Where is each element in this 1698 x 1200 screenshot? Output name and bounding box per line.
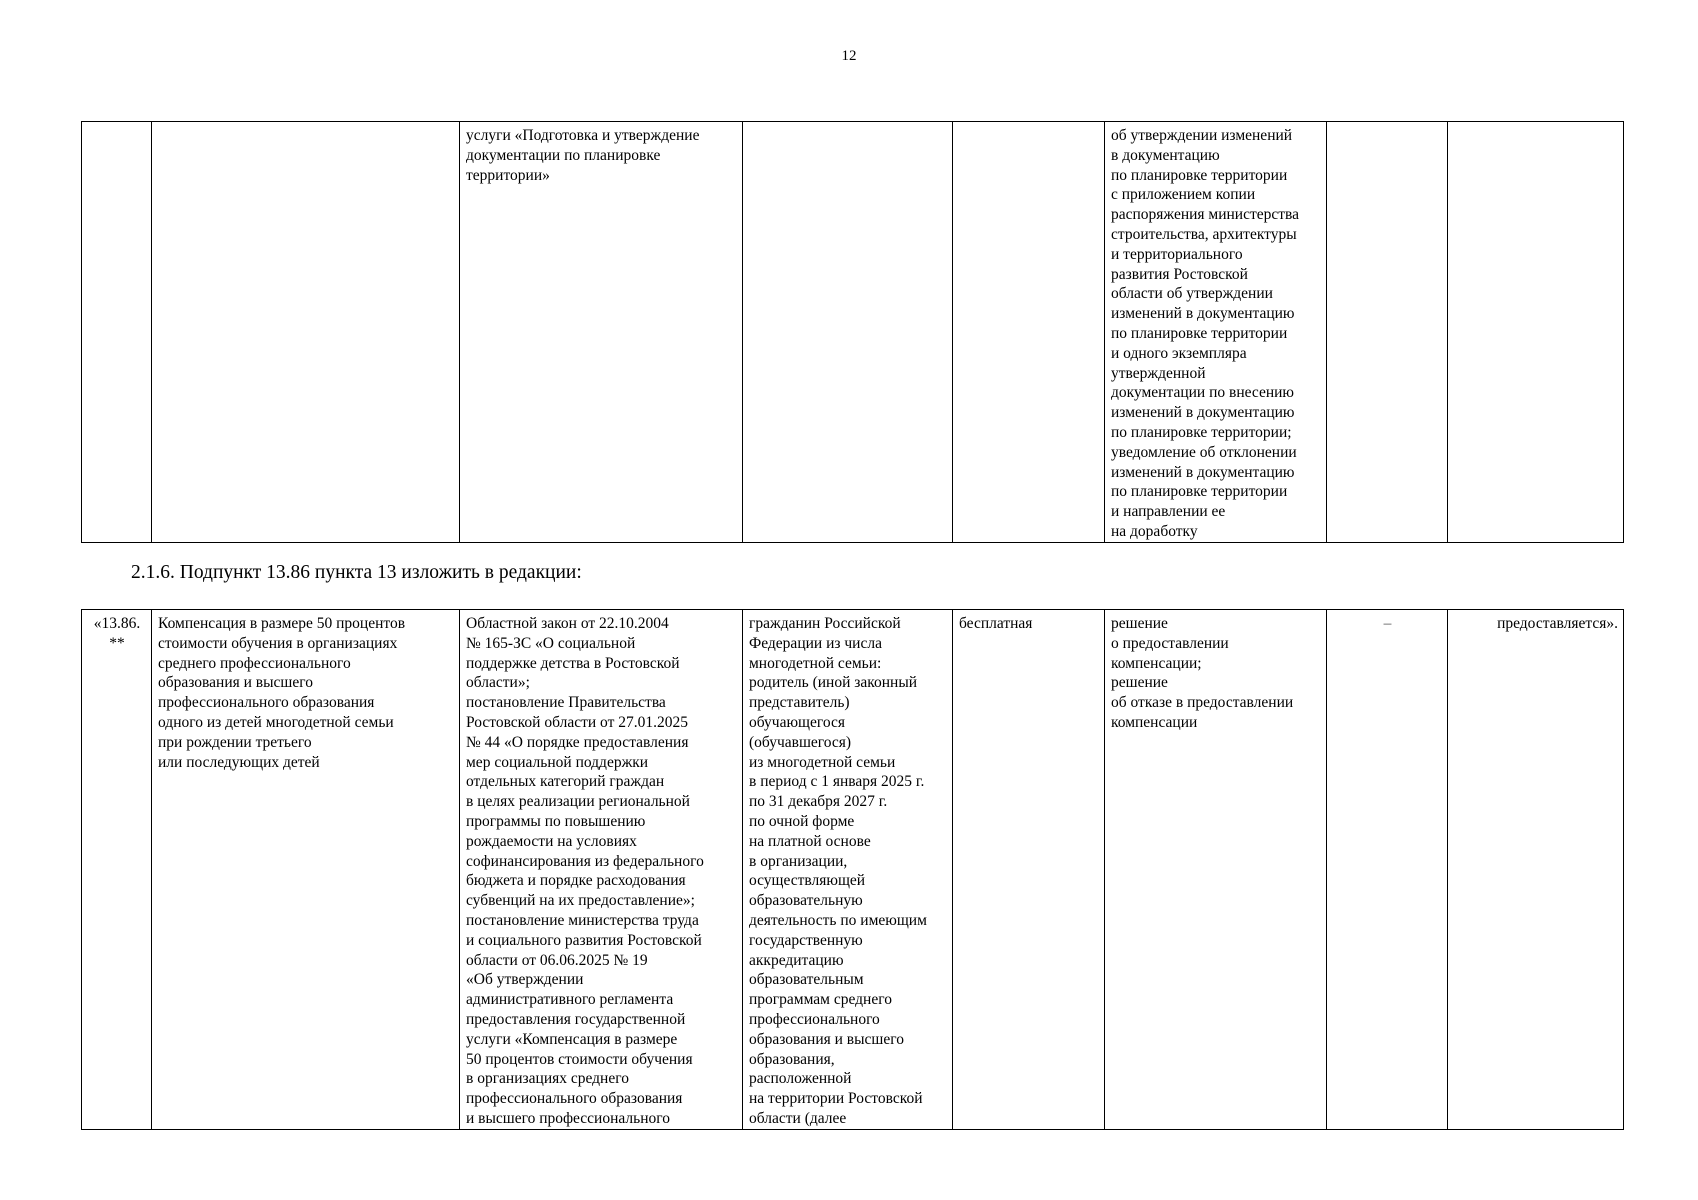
page-number: 12 (841, 48, 857, 64)
cell-result: об утверждении изменений в документацию по планировке территории с приложением копии распоряжения министерства строительства, архитектуры и территориального развития Ростовской области об утверждении изменений в документацию по планировке территории и одного экземпляра утвержденной документации по внесению изменений в документацию по планировке территории; уведомление об отклонении изменений в документацию по планировке территории и направлении ее на доработку (1105, 122, 1327, 543)
cell-service-name: Компенсация в размере 50 процентов стоимости обучения в организациях среднего профессионального образования и высшего профессионального образования одного из детей многодетной семьи при рождении третьего или последующих детей (152, 610, 460, 1130)
table-item-13-86 (81, 609, 1624, 1130)
cell-legal-basis: Областной закон от 22.10.2004 № 165-ЗС «О социальной поддержке детства в Ростовской области»; постановление Правительства Ростовской области от 27.01.2025 № 44 «О порядке предоставления мер социальной поддержки отдельных категорий граждан в целях реализации региональной программы по повышению рождаемости на условиях софинансирования из федерального бюджета и порядке расходования субвенций на их предоставление»; постановление министерства труда и социального развития Ростовской области от 06.06.2025 № 19 «Об утверждении административного регламента предоставления государственной услуги «Компенсация в размере 50 процентов стоимости обучения в организациях среднего профессионального образования и высшего профессионального (460, 610, 743, 1130)
cell-payment: бесплатная (953, 610, 1105, 1130)
table-continuation (81, 121, 1624, 543)
table-row (82, 122, 1624, 543)
cell-number (82, 122, 152, 543)
cell-dash: – (1327, 610, 1448, 1130)
cell-service-name (152, 122, 460, 543)
cell-col8 (1448, 122, 1624, 543)
cell-number: «13.86. ** (82, 610, 152, 1130)
cell-result: решение о предоставлении компенсации; решение об отказе в предоставлении компенсации (1105, 610, 1327, 1130)
cell-payment (953, 122, 1105, 543)
cell-recipients (743, 122, 953, 543)
table-row (82, 610, 1624, 1130)
cell-col7 (1327, 122, 1448, 543)
cell-recipients: гражданин Российской Федерации из числа многодетной семьи: родитель (иной законный представитель) обучающегося (обучавшегося) из многодетной семьи в период с 1 января 2025 г. по 31 декабря 2027 г. по очной форме на платной основе в организации, осуществляющей образовательную деятельность по имеющим государственную аккредитацию образовательным программам среднего профессионального образования и высшего образования, расположенной на территории Ростовской области (далее (743, 610, 953, 1130)
cell-legal-basis: услуги «Подготовка и утверждение документации по планировке территории» (460, 122, 743, 543)
section-heading: 2.1.6. Подпункт 13.86 пункта 13 изложить в редакции: (131, 562, 582, 583)
cell-provided: предоставляется». (1448, 610, 1624, 1130)
